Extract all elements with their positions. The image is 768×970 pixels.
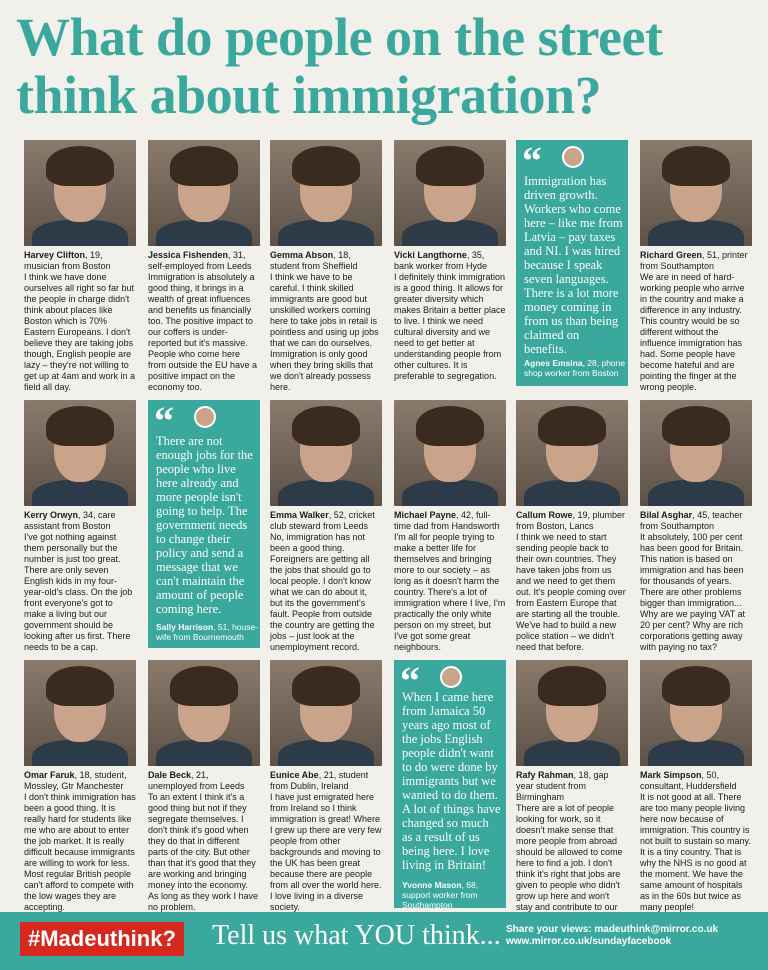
avatar	[440, 666, 462, 688]
vox-card-kerry	[24, 400, 136, 653]
pull-quote-text: There are not enough jobs for the people who live here already and more people isn't going to help. The government needs to change their policy and send a message that we can't maintain the amount of people coming here.	[156, 434, 253, 616]
vox-card-jessica	[148, 140, 260, 393]
vox-card-vicki	[394, 140, 506, 382]
portrait-photo	[640, 660, 752, 766]
person-name: Emma Walker	[270, 510, 329, 520]
portrait-photo	[516, 400, 628, 506]
vox-card-bilal	[640, 400, 752, 653]
person-quote: I've got nothing against them personally but the number is just too great. There are only seven English kids in my four-year-old's class. On the job front everyone's got to make a living but our government should be looking after us first. There needs to be a cap.	[24, 532, 133, 652]
person-meta: , 19, musician from Boston	[24, 250, 111, 271]
quote-mark-icon: “	[154, 398, 174, 443]
pull-quote-yvonne	[394, 660, 506, 908]
person-meta: , 31, self-employed from Leeds	[148, 250, 252, 271]
vox-card-omar	[24, 660, 136, 913]
portrait-photo	[24, 140, 136, 246]
vox-card-emma	[270, 400, 382, 653]
footer-tagline: Tell us what YOU think...	[212, 920, 501, 951]
person-quote: We are in need of hard-working people who arrive in the country and make a difference in any industry. This country would be so different without the influence immigration has had. Some people have become hateful and are pointing the finger at the wrong people.	[640, 272, 745, 392]
vox-card-eunice	[270, 660, 382, 913]
person-name: Rafy Rahman	[516, 770, 574, 780]
person-meta: , 18, student from Sheffield	[270, 250, 358, 271]
pull-quote-sally	[148, 400, 260, 648]
hashtag-badge: #Madeuthink?	[20, 922, 184, 956]
person-quote: To an extent I think it's a good thing but not if they segregate themselves. I don't think it's good when they do that in different parts of the city. But other than that it's good that they are working and bringing money into the economy. As long as they work I have no problem.	[148, 792, 259, 912]
person-meta: , 42, full-time dad from Handsworth	[394, 510, 500, 531]
avatar	[194, 406, 216, 428]
vox-card-harvey	[24, 140, 136, 393]
portrait-photo	[270, 400, 382, 506]
headline: What do people on the street think about immigration?	[16, 7, 663, 125]
portrait-photo	[24, 660, 136, 766]
person-quote: It is not good at all. There are too many people living here now because of immigration. This country is not built to sustain so many. It is a tiny country. That is why the NHS is no good at the moment. We have the same amount of hospitals as in the 60s but twice as many people!	[640, 792, 751, 912]
portrait-photo	[394, 400, 506, 506]
person-name: Vicki Langthorne	[394, 250, 467, 260]
person-meta: , 50, consultant, Huddersfield	[640, 770, 737, 791]
person-quote: I think we have to be careful. I think skilled immigrants are good but unskilled workers coming here to take jobs in retail is pointless and using up jobs that we can do ourselves. Immigration is only good when they bring skills that we don't already possess here.	[270, 272, 379, 392]
person-meta: , 18, gap year student from Birmingham	[516, 770, 609, 802]
portrait-photo	[640, 400, 752, 506]
person-name: Kerry Orwyn	[24, 510, 79, 520]
share-email-text: Share your views: madeuthink@mirror.co.uk	[506, 924, 719, 935]
portrait-photo	[640, 140, 752, 246]
portrait-photo	[516, 660, 628, 766]
pull-quote-meta: , 51, house-wife from Bournemouth	[156, 622, 259, 642]
person-quote: No, immigration has not been a good thing. Foreigners are getting all the jobs that should go to local people. I don't know what we can do about it, but its the government's fault. People from outside the country are getting the jobs – just look at the unemployment record.	[270, 532, 375, 652]
pull-quote-text: Immigration has driven growth. Workers who come here – like me from Latvia – pay taxes and NI. I was hired because I speak seven languages. There is a lot more money coming in from us than being claimed on benefits.	[524, 174, 623, 356]
vox-card-dale	[148, 660, 260, 913]
person-quote: Immigration is absolutely a good thing, it brings in a wealth of great influences and benefits us financially too. The positive impact to our coffers is under-reported but it's massive. People who come here from outside the EU have a positive impact on the economy too.	[148, 272, 258, 392]
pull-quote-meta: , 28, phone shop worker from Boston	[524, 358, 626, 378]
person-meta: , 52, cricket club steward from Leeds	[270, 510, 375, 531]
person-meta: , 34, care assistant from Boston	[24, 510, 116, 531]
portrait-photo	[24, 400, 136, 506]
person-meta: , 19, plumber from Boston, Lancs	[516, 510, 626, 531]
avatar	[562, 146, 584, 168]
person-quote: I think we need to start sending people back to their own countries. They have taken jobs from us and we need to get them out. It's people coming over from Eastern Europe that are starting all the trouble. We've had to build a new police station – we didn't need that before.	[516, 532, 626, 652]
quote-mark-icon: “	[400, 658, 420, 703]
pull-quote-name: Agnes Emsina	[524, 358, 583, 368]
person-quote: I don't think immigration has been a good thing. It is really hard for students like me who are about to enter the job market. It is really difficult because immigrants are willing to work for less. Most regular British people can't afford to compete with the low wages they are accepting.	[24, 792, 136, 912]
person-quote: I definitely think immigration is a good thing. It allows for greater diversity which makes Britain a better place to live. I think we need cultural diversity and we need to get better at understanding people from other cultures. It is preferable to segregation.	[394, 272, 506, 381]
person-name: Bilal Asghar	[640, 510, 693, 520]
vox-card-gemma	[270, 140, 382, 393]
person-name: Callum Rowe	[516, 510, 573, 520]
person-quote: I have just emigrated here from Ireland so I think immigration is great! Where I grew up there are very few people from other backgrounds and moving to the UK has been great because there are people from all over the world here. I love living in a diverse society.	[270, 792, 382, 912]
pull-quote-meta: , 68, support worker from Southampton	[402, 880, 479, 910]
vox-card-michael	[394, 400, 506, 653]
footer-banner	[0, 912, 768, 970]
portrait-photo	[270, 660, 382, 766]
pull-quote-text: When I came here from Jamaica 50 years ago most of the jobs English people didn't want to do were done by immigrants but we wanted to do them. A lot of things have changed so much as a result of us being here. I love living in Britain!	[402, 690, 501, 872]
person-name: Gemma Abson	[270, 250, 334, 260]
portrait-photo	[394, 140, 506, 246]
vox-card-rafy	[516, 660, 628, 924]
quote-mark-icon: “	[522, 138, 542, 183]
person-meta: , 45, teacher from Southampton	[640, 510, 743, 531]
vox-card-mark	[640, 660, 752, 913]
person-meta: , 18, student, Mossley, Gtr Manchester	[24, 770, 127, 791]
person-quote: I'm all for people trying to make a better life for themselves and bringing more to our society – as long as it doesn't harm the country. There's a lot of immigration where I live, I'm practically the only white person on my street, but I've got some great neighbours.	[394, 532, 506, 652]
pull-quote-agnes	[516, 140, 628, 386]
person-name: Michael Payne	[394, 510, 457, 520]
person-quote: I think we have done ourselves all right so far but the people in charge didn't think about places like Boston which is 70% Eastern Europeans. I don't believe they are taking jobs though, English people are lazy – they're not willing to get up at 4am and work in a field all day.	[24, 272, 136, 392]
person-meta: , 21, unemployed from Leeds	[148, 770, 245, 791]
person-name: Mark Simpson	[640, 770, 702, 780]
person-name: Omar Faruk	[24, 770, 75, 780]
portrait-photo	[148, 140, 260, 246]
vox-card-callum	[516, 400, 628, 653]
person-meta: , 51, printer from Southampton	[640, 250, 748, 271]
pull-quote-name: Yvonne Mason	[402, 880, 462, 890]
person-name: Eunice Abe	[270, 770, 319, 780]
person-quote: It absolutely, 100 per cent has been good for Britain. This nation is based on immigration and has been for thousands of years. There are other problems bigger than immigration... Why are we paying VAT at 20 per cent? Why are rich corporations getting away with paying no tax?	[640, 532, 746, 652]
vox-card-richard	[640, 140, 752, 393]
person-meta: , 21, student from Dublin, Ireland	[270, 770, 369, 791]
person-name: Richard Green	[640, 250, 703, 260]
person-name: Harvey Clifton	[24, 250, 86, 260]
portrait-photo	[148, 660, 260, 766]
share-url-link[interactable]: www.mirror.co.uk/sundayfacebook	[506, 936, 672, 947]
person-quote: There are a lot of people looking for work, so it doesn't make sense that more people from abroad should be allowed to come here to find a job. I don't think it's right that jobs are given to people who didn't grow up here and won't stay and contribute to our	[516, 803, 623, 912]
pull-quote-name: Sally Harrison	[156, 622, 214, 632]
person-name: Jessica Fishenden	[148, 250, 229, 260]
person-name: Dale Beck	[148, 770, 192, 780]
person-meta: , 35, bank worker from Hyde	[394, 250, 488, 271]
share-info	[506, 924, 718, 948]
portrait-photo	[270, 140, 382, 246]
